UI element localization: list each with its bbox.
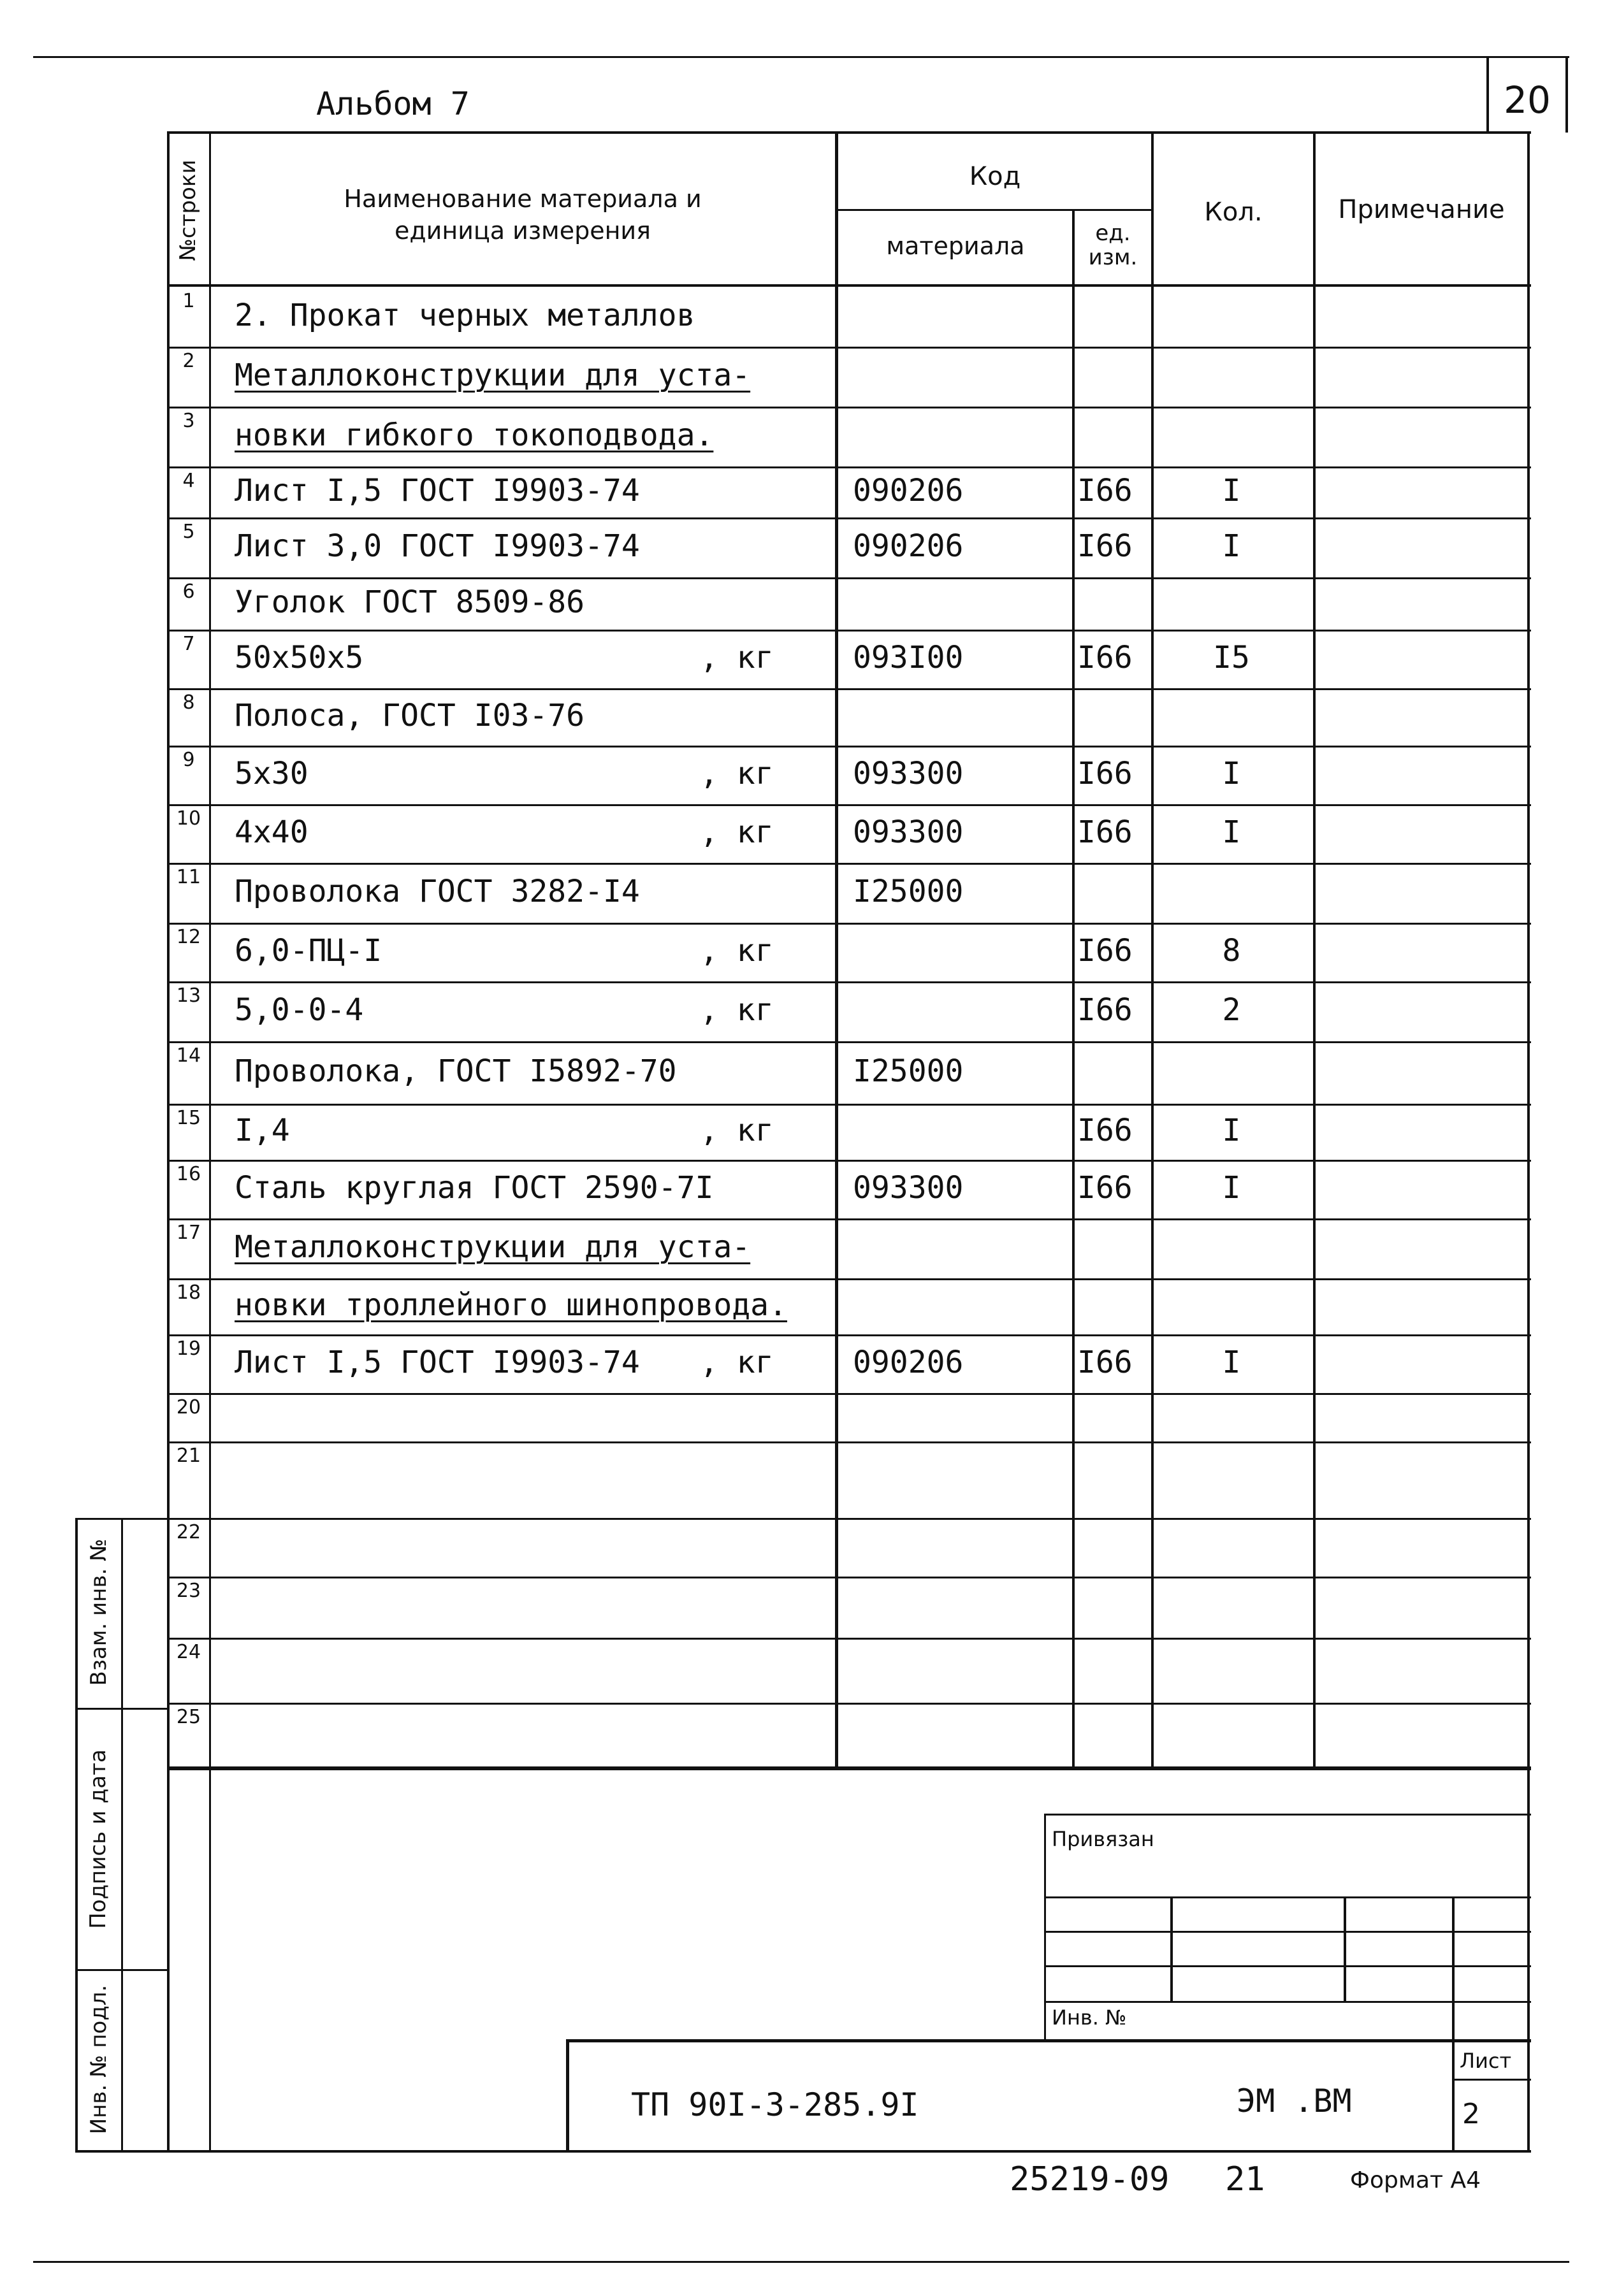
page-number-box-left <box>1486 56 1489 133</box>
row-unit-code: I66 <box>1077 1113 1133 1148</box>
row-number: 6 <box>182 581 195 603</box>
row-number: 9 <box>182 749 195 771</box>
row-number: 8 <box>182 691 195 714</box>
header-code: Код <box>969 162 1021 191</box>
row-unit-code: I66 <box>1077 640 1133 675</box>
header-row-no: №строки <box>175 159 201 261</box>
header-name-line2: единица измерения <box>395 217 651 245</box>
row-material-code: 090206 <box>853 528 964 564</box>
row-number: 7 <box>182 633 195 655</box>
row-name: I,4 <box>235 1113 290 1148</box>
row-name: Уголок ГОСТ 8509-86 <box>235 584 585 620</box>
row-separator <box>167 1278 1531 1280</box>
album-label: Альбом 7 <box>316 85 470 122</box>
stamp-row-3 <box>1044 1965 1531 1967</box>
row-number: 14 <box>176 1044 201 1067</box>
header-note: Примечание <box>1338 195 1505 224</box>
code-subline <box>835 209 1154 211</box>
row-unit-code: I66 <box>1077 1170 1133 1206</box>
row-separator <box>167 688 1531 690</box>
row-separator <box>167 923 1531 925</box>
top-border <box>33 56 1569 58</box>
row-name: Металлоконструкции для уста- <box>235 357 751 393</box>
row-separator <box>167 1518 1531 1520</box>
row-unit-code: I66 <box>1077 528 1133 564</box>
col-divider-num <box>209 131 211 2151</box>
row-name: новки гибкого токоподвода. <box>235 417 714 453</box>
row-number: 24 <box>176 1641 201 1663</box>
row-unit-code: I66 <box>1077 992 1133 1028</box>
header-bottom <box>167 284 1531 287</box>
row-material-code: 090206 <box>853 1345 964 1380</box>
row-separator <box>167 1638 1531 1640</box>
row-name: Лист 3,0 ГОСТ I9903-74 <box>235 528 640 564</box>
row-separator <box>167 1218 1531 1220</box>
row-quantity: 2 <box>1222 992 1241 1028</box>
row-unit: , кг <box>700 933 774 969</box>
row-quantity: I <box>1222 1345 1241 1380</box>
row-number: 16 <box>176 1163 201 1185</box>
row-quantity: I <box>1222 1113 1241 1148</box>
row-number: 1 <box>182 290 195 312</box>
side-div-1 <box>75 1708 168 1710</box>
row-quantity: I <box>1222 528 1241 564</box>
row-material-code: 090206 <box>853 473 964 509</box>
col-divider-unit <box>1072 209 1075 1769</box>
col-divider-qty <box>1151 131 1154 1769</box>
row-separator <box>167 630 1531 632</box>
row-material-code: I25000 <box>853 1053 964 1089</box>
row-unit-code: I66 <box>1077 1345 1133 1380</box>
row-separator <box>167 981 1531 983</box>
bottom-border <box>33 2261 1569 2263</box>
row-number: 12 <box>176 926 201 948</box>
row-separator <box>167 1104 1531 1106</box>
stamp-col-2 <box>1344 1896 1346 2001</box>
row-unit-code: I66 <box>1077 814 1133 850</box>
row-separator <box>167 1441 1531 1443</box>
frame-top <box>167 131 1531 134</box>
frame-right <box>1527 131 1530 2151</box>
row-separator <box>167 466 1531 468</box>
stamp-row-4 <box>1044 2001 1531 2003</box>
row-quantity: I5 <box>1213 640 1250 675</box>
page-number: 20 <box>1504 78 1551 122</box>
row-quantity: I <box>1222 814 1241 850</box>
sheet-label-line <box>1452 2079 1531 2081</box>
row-unit-code: I66 <box>1077 473 1133 509</box>
row-number: 10 <box>176 807 201 830</box>
row-separator <box>167 1160 1531 1162</box>
side-label-vzam: Взам. инв. № <box>86 1538 112 1686</box>
row-number: 2 <box>182 350 195 372</box>
format-label: Формат А4 <box>1350 2167 1481 2193</box>
row-material-code: 093300 <box>853 756 964 791</box>
row-unit: , кг <box>700 1345 774 1380</box>
col-divider-note <box>1313 131 1316 1769</box>
row-unit: , кг <box>700 992 774 1028</box>
row-unit: , кг <box>700 640 774 675</box>
row-material-code: 093I00 <box>853 640 964 675</box>
row-unit-code: I66 <box>1077 756 1133 791</box>
archive-number: 25219-09 <box>1010 2160 1170 2199</box>
stamp-inv-no: Инв. № <box>1052 2005 1127 2030</box>
row-number: 22 <box>176 1521 201 1543</box>
doc-mark: ЭМ .ВМ <box>1237 2083 1352 2119</box>
row-number: 11 <box>176 866 201 888</box>
row-number: 17 <box>176 1222 201 1244</box>
row-name: Полоса, ГОСТ I03-76 <box>235 698 585 733</box>
row-name: Лист I,5 ГОСТ I9903-74 <box>235 1345 640 1380</box>
header-unit-1: ед. <box>1095 220 1131 246</box>
row-separator <box>167 577 1531 579</box>
row-number: 21 <box>176 1445 201 1467</box>
row-unit: , кг <box>700 814 774 850</box>
row-unit: , кг <box>700 756 774 791</box>
row-quantity: I <box>1222 756 1241 791</box>
row-name: Сталь круглая ГОСТ 2590-7I <box>235 1170 714 1206</box>
row-number: 13 <box>176 985 201 1007</box>
row-name: Проволока ГОСТ 3282-I4 <box>235 874 640 909</box>
header-qty: Кол. <box>1204 198 1263 227</box>
row-number: 4 <box>182 470 195 492</box>
row-number: 15 <box>176 1107 201 1129</box>
stamp-row-1 <box>1044 1896 1531 1898</box>
header-name-line1: Наименование материала и <box>344 185 702 213</box>
row-separator <box>167 1577 1531 1578</box>
row-unit: , кг <box>700 1113 774 1148</box>
row-separator <box>167 746 1531 747</box>
row-name: Лист I,5 ГОСТ I9903-74 <box>235 473 640 509</box>
table-bottom <box>167 1766 1531 1770</box>
row-separator <box>167 1393 1531 1395</box>
side-label-podpis: Подпись и дата <box>85 1749 111 1929</box>
page-number-box-right <box>1565 56 1568 133</box>
stamp-top-upper <box>1044 1814 1531 1816</box>
row-name: 6,0-ПЦ-I <box>235 933 382 969</box>
row-separator <box>167 863 1531 865</box>
row-number: 20 <box>176 1396 201 1419</box>
row-separator <box>167 347 1531 349</box>
title-block-top <box>566 2039 1531 2042</box>
side-col-mid <box>121 1518 123 2151</box>
row-name: 5,0-0-4 <box>235 992 364 1028</box>
header-material: материала <box>886 232 1025 260</box>
row-separator <box>167 407 1531 408</box>
row-name: 2. Прокат черных металлов <box>235 298 695 333</box>
side-label-inv-podl: Инв. № подл. <box>86 1984 112 2135</box>
col-divider-material <box>835 131 838 1769</box>
row-separator <box>167 1334 1531 1336</box>
title-block-left <box>566 2039 569 2151</box>
row-number: 25 <box>176 1706 201 1728</box>
row-number: 18 <box>176 1282 201 1304</box>
row-quantity: I <box>1222 473 1241 509</box>
row-number: 19 <box>176 1338 201 1360</box>
row-name: 5х30 <box>235 756 309 791</box>
sheet-number: 2 <box>1462 2098 1480 2130</box>
row-material-code: 093300 <box>853 814 964 850</box>
stamp-col-1 <box>1170 1896 1173 2001</box>
stamp-col-3 <box>1452 1896 1455 2150</box>
side-bottom <box>75 2150 1531 2153</box>
archive-num: 21 <box>1225 2160 1265 2199</box>
side-col-left <box>75 1518 78 2151</box>
row-material-code: 093300 <box>853 1170 964 1206</box>
row-separator <box>167 1041 1531 1043</box>
row-material-code: I25000 <box>853 874 964 909</box>
stamp-privyazan: Привязан <box>1052 1827 1154 1851</box>
row-number: 23 <box>176 1580 201 1602</box>
row-number: 3 <box>182 410 195 432</box>
row-name: 4х40 <box>235 814 309 850</box>
row-separator <box>167 1703 1531 1705</box>
doc-code: ТП 90I-3-285.9I <box>631 2086 919 2123</box>
row-number: 5 <box>182 521 195 543</box>
row-name: 50х50х5 <box>235 640 364 675</box>
stamp-row-2 <box>1044 1931 1531 1933</box>
row-name: Металлоконструкции для уста- <box>235 1229 751 1265</box>
sheet-label: Лист <box>1460 2049 1512 2073</box>
header-unit-2: изм. <box>1088 245 1138 270</box>
row-quantity: I <box>1222 1170 1241 1206</box>
row-unit-code: I66 <box>1077 933 1133 969</box>
frame-left <box>167 131 170 2151</box>
row-quantity: 8 <box>1222 933 1241 969</box>
stamp-left-upper <box>1044 1814 1046 2040</box>
row-separator <box>167 804 1531 806</box>
row-separator <box>167 517 1531 519</box>
row-name: Проволока, ГОСТ I5892-70 <box>235 1053 677 1089</box>
row-name: новки троллейного шинопровода. <box>235 1287 787 1323</box>
